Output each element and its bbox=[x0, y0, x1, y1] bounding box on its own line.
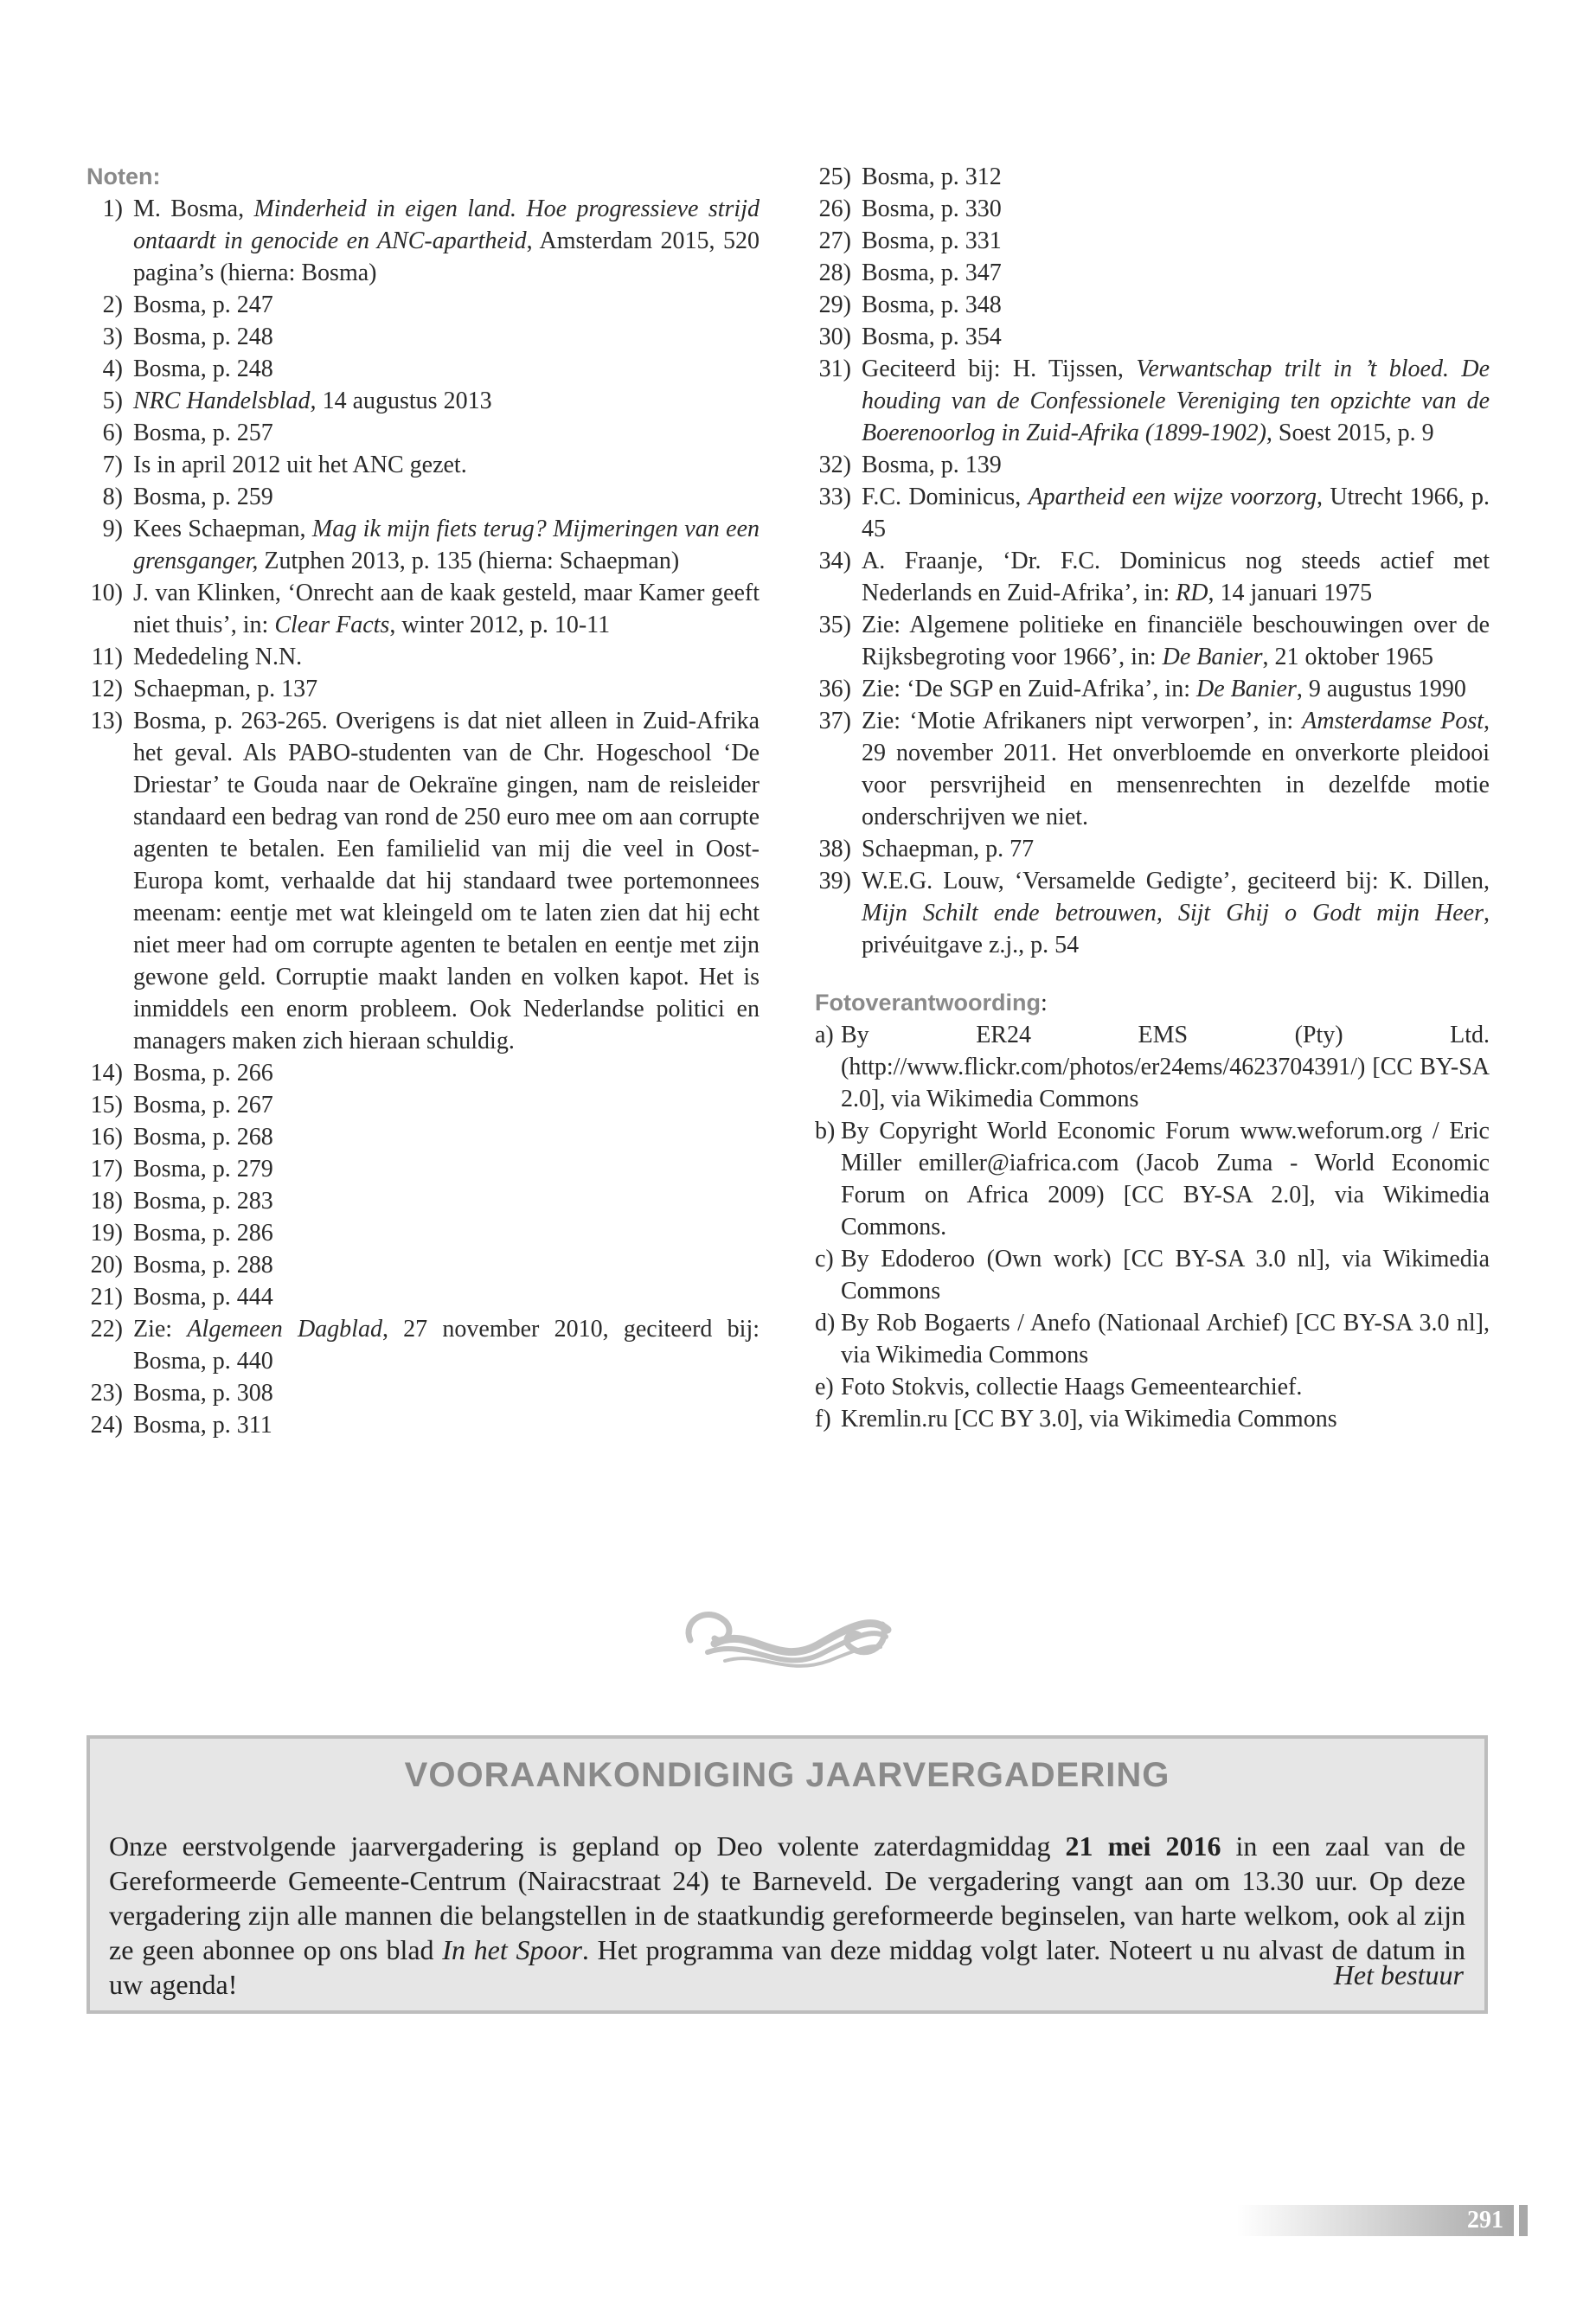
italic-text: Verwantschap trilt in ’t bloed. De houding van de Confessionele Vereniging ten opzichte van de Boerenoorlog in Zuid-Afrika (1899-1902), bbox=[862, 356, 1490, 446]
text-run: , 29 november 2011. Het onverbloemde en onverkorte pleidooi voor persvrijheid en mensenrechten in dezelfde motie onderschrijven we niet. bbox=[862, 708, 1490, 830]
text-run: , Amsterdam 2015, 520 pagina’s (hierna: Bosma) bbox=[133, 228, 760, 286]
text-run: Bosma, p. 279 bbox=[133, 1156, 273, 1183]
photo-credit-text: By Edoderoo (Own work) [CC BY-SA 3.0 nl], via Wikimedia Commons bbox=[841, 1246, 1490, 1304]
photo-credit-text: Kremlin.ru [CC BY 3.0], via Wikimedia Commons bbox=[841, 1406, 1337, 1433]
text-run: Bosma, p. 286 bbox=[133, 1220, 273, 1247]
text-run: , 9 augustus 1990 bbox=[1296, 676, 1466, 702]
footnote-text bbox=[862, 609, 1490, 673]
footnote-item bbox=[87, 1249, 760, 1281]
footnote-number: 26) bbox=[818, 195, 851, 222]
footnote-item bbox=[87, 1217, 760, 1249]
footnote-number: 22) bbox=[90, 1316, 123, 1343]
text-run: Bosma, p. 283 bbox=[133, 1188, 273, 1215]
footnote-text bbox=[133, 673, 760, 705]
footnote-text bbox=[862, 161, 1490, 193]
photo-credits-heading: Fotoverantwoording: bbox=[815, 990, 1048, 1016]
footnote-number: 10) bbox=[90, 580, 123, 606]
text-run: Bosma, p. 257 bbox=[133, 420, 273, 446]
footnote-item bbox=[87, 641, 760, 673]
photo-credit-text: By Copyright World Economic Forum www.weforum.org / Eric Miller emiller@iafrica.com (Jacob Zuma - World Economic Forum on Africa 2009) [CC BY-SA 2.0], via Wikimedia Commons. bbox=[841, 1118, 1490, 1240]
footnote-number: 18) bbox=[90, 1188, 123, 1215]
footnote-text bbox=[133, 1217, 760, 1249]
italic-text: Clear Facts bbox=[274, 612, 390, 638]
footnote-item bbox=[87, 1057, 760, 1089]
photo-credit-letter: e) bbox=[815, 1374, 834, 1400]
text-run: Bosma, p. 248 bbox=[133, 324, 273, 350]
footnote-number: 24) bbox=[90, 1412, 123, 1439]
text-run: Zie: Algemene politieke en financiële beschouwingen over de Rijksbegroting voor 1966’, in: bbox=[862, 612, 1490, 670]
footnote-item bbox=[87, 1089, 760, 1121]
footnote-number: 36) bbox=[818, 676, 851, 702]
italic-text: Mag ik mijn fiets terug? Mijmeringen van een grensganger, bbox=[133, 516, 760, 574]
photo-credit-text: By Rob Bogaerts / Anefo (Nationaal Archief) [CC BY-SA 3.0 nl], via Wikimedia Commons bbox=[841, 1310, 1490, 1368]
text-run: Kees Schaepman, bbox=[133, 516, 312, 542]
footnote-text bbox=[133, 1249, 760, 1281]
footnote-text bbox=[862, 225, 1490, 257]
footnote-number: 39) bbox=[818, 868, 851, 894]
notes-column-right bbox=[815, 161, 1490, 1435]
footnote-item bbox=[87, 1185, 760, 1217]
photo-credit-item bbox=[815, 1403, 1490, 1435]
bold-text: 21 mei 2016 bbox=[1065, 1830, 1221, 1862]
footnote-number: 1) bbox=[102, 195, 123, 222]
text-run: Bosma, p. 347 bbox=[862, 260, 1002, 286]
footnote-number: 21) bbox=[90, 1284, 123, 1311]
footnote-item bbox=[87, 1153, 760, 1185]
footnote-text bbox=[862, 481, 1490, 545]
footnote-number: 3) bbox=[102, 324, 123, 350]
footnote-item bbox=[815, 545, 1490, 609]
footnote-text bbox=[133, 1185, 760, 1217]
footnote-item bbox=[87, 1281, 760, 1313]
page-number: 291 bbox=[1467, 2207, 1503, 2234]
footnote-item bbox=[815, 353, 1490, 449]
footnote-text bbox=[862, 193, 1490, 225]
text-run: Schaepman, p. 137 bbox=[133, 676, 318, 702]
footnote-text bbox=[862, 833, 1490, 865]
text-run: Bosma, p. 312 bbox=[862, 163, 1002, 190]
text-run: Bosma, p. 331 bbox=[862, 228, 1002, 254]
footnote-item bbox=[815, 449, 1490, 481]
photo-credit-letter: c) bbox=[815, 1246, 834, 1272]
text-run: Bosma, p. 268 bbox=[133, 1124, 273, 1150]
text-run: J. van Klinken, ‘Onrecht aan de kaak gesteld, maar Kamer geeft niet thuis’, in: bbox=[133, 580, 760, 638]
footnote-number: 38) bbox=[818, 836, 851, 862]
text-run: Bosma, p. 139 bbox=[862, 452, 1002, 478]
footnote-item bbox=[87, 1377, 760, 1409]
text-run: Bosma, p. 354 bbox=[862, 324, 1002, 350]
text-run: Mededeling N.N. bbox=[133, 644, 303, 670]
photo-credit-letter: d) bbox=[815, 1310, 836, 1336]
footnote-item bbox=[815, 481, 1490, 545]
footnote-text bbox=[133, 513, 760, 577]
text-run: , 21 oktober 1965 bbox=[1262, 644, 1434, 670]
italic-text: Algemeen Dagblad bbox=[187, 1316, 382, 1343]
announcement-box bbox=[87, 1735, 1488, 2014]
footnote-item bbox=[815, 865, 1490, 961]
footnote-item bbox=[815, 257, 1490, 289]
italic-text: Amsterdamse Post bbox=[1302, 708, 1484, 734]
footnote-item bbox=[815, 321, 1490, 353]
footnote-text bbox=[133, 577, 760, 641]
footnote-number: 2) bbox=[102, 292, 123, 318]
text-run: 14 augustus 2013 bbox=[316, 388, 492, 414]
footnote-number: 19) bbox=[90, 1220, 123, 1247]
photo-credit-item bbox=[815, 1115, 1490, 1243]
footnote-number: 6) bbox=[102, 420, 123, 446]
footnote-text bbox=[862, 545, 1490, 609]
footnote-number: 28) bbox=[818, 260, 851, 286]
footnote-text bbox=[862, 257, 1490, 289]
footnote-item bbox=[87, 1121, 760, 1153]
footnote-number: 31) bbox=[818, 356, 851, 382]
footnote-item bbox=[815, 225, 1490, 257]
footnote-number: 8) bbox=[102, 484, 123, 510]
footnote-number: 12) bbox=[90, 676, 123, 702]
text-run: Is in april 2012 uit het ANC gezet. bbox=[133, 452, 467, 478]
text-run: Bosma, p. 259 bbox=[133, 484, 273, 510]
photo-credits-list bbox=[815, 1019, 1490, 1435]
italic-text: Apartheid een wijze voorzorg bbox=[1028, 484, 1317, 510]
footnote-text bbox=[133, 705, 760, 1057]
footnote-number: 23) bbox=[90, 1380, 123, 1407]
text-run: Bosma, p. 267 bbox=[133, 1092, 273, 1118]
footnote-text bbox=[133, 289, 760, 321]
footnote-number: 11) bbox=[91, 644, 123, 670]
text-run: , 14 januari 1975 bbox=[1208, 580, 1373, 606]
text-run: Bosma, p. 266 bbox=[133, 1060, 273, 1086]
footnote-text bbox=[133, 1121, 760, 1153]
footnote-text bbox=[133, 1409, 760, 1441]
footnote-number: 9) bbox=[102, 516, 123, 542]
notes-heading: Noten: bbox=[87, 163, 161, 189]
footnote-number: 27) bbox=[818, 228, 851, 254]
photo-credit-text: Foto Stokvis, collectie Haags Gemeentearchief. bbox=[841, 1374, 1303, 1400]
footnote-item bbox=[87, 481, 760, 513]
text-run: Bosma, p. 308 bbox=[133, 1380, 273, 1407]
footnote-text bbox=[862, 705, 1490, 833]
footnote-number: 16) bbox=[90, 1124, 123, 1150]
footnote-item bbox=[87, 321, 760, 353]
text-run: Bosma, p. 288 bbox=[133, 1252, 273, 1279]
footnote-text bbox=[133, 641, 760, 673]
photo-credit-letter: f) bbox=[815, 1406, 831, 1433]
footnote-number: 13) bbox=[90, 708, 123, 734]
notes-list-right bbox=[815, 161, 1490, 961]
text-run: Bosma, p. 444 bbox=[133, 1284, 273, 1311]
footnote-number: 30) bbox=[818, 324, 851, 350]
text-run: Bosma, p. 247 bbox=[133, 292, 273, 318]
text-run: Zie: bbox=[133, 1316, 188, 1343]
footnote-text bbox=[133, 321, 760, 353]
text-run: W.E.G. Louw, ‘Versamelde Gedigte’, geciteerd bij: K. Dillen, bbox=[862, 868, 1490, 894]
footnote-item bbox=[87, 449, 760, 481]
footnote-text bbox=[862, 449, 1490, 481]
text-run: Zie: ‘De SGP en Zuid-Afrika’, in: bbox=[862, 676, 1196, 702]
footnote-item bbox=[87, 1409, 760, 1441]
text-run: Bosma, p. 330 bbox=[862, 195, 1002, 222]
footnote-text bbox=[133, 1377, 760, 1409]
footnote-text bbox=[133, 1057, 760, 1089]
footnote-number: 20) bbox=[90, 1252, 123, 1279]
footnote-text bbox=[862, 673, 1490, 705]
text-run: Zutphen 2013, p. 135 (hierna: Schaepman) bbox=[258, 548, 680, 574]
footnote-text bbox=[862, 865, 1490, 961]
footnote-item bbox=[87, 577, 760, 641]
footnote-item bbox=[815, 161, 1490, 193]
ornament-flourish-icon bbox=[673, 1590, 900, 1676]
photo-credit-letter: b) bbox=[815, 1118, 836, 1144]
text-run: Geciteerd bij: H. Tijssen, bbox=[862, 356, 1137, 382]
text-run: Schaepman, p. 77 bbox=[862, 836, 1035, 862]
italic-text: De Banier bbox=[1162, 644, 1263, 670]
footnote-number: 7) bbox=[102, 452, 123, 478]
italic-text: Mijn Schilt ende betrouwen, Sijt Ghij o Godt mijn Heer bbox=[862, 900, 1484, 926]
footnote-item bbox=[87, 705, 760, 1057]
footnote-text bbox=[133, 417, 760, 449]
footnote-item bbox=[815, 705, 1490, 833]
footnote-number: 33) bbox=[818, 484, 851, 510]
footnote-text bbox=[133, 1281, 760, 1313]
italic-text: Minderheid in eigen land. Hoe progressieve strijd ontaardt in genocide en ANC-apartheid bbox=[133, 195, 760, 254]
footnote-text bbox=[133, 1153, 760, 1185]
notes-column-left bbox=[87, 161, 760, 1441]
italic-text: De Banier bbox=[1195, 676, 1297, 702]
footnote-item bbox=[815, 609, 1490, 673]
announcement-signature: Het bestuur bbox=[1333, 1959, 1464, 1990]
photo-credit-item bbox=[815, 1019, 1490, 1115]
footnote-text bbox=[862, 321, 1490, 353]
footnote-text bbox=[133, 481, 760, 513]
footnote-text bbox=[133, 385, 760, 417]
photo-credit-text: By ER24 EMS (Pty) Ltd. (http://www.flickr.com/photos/er24ems/4623704391/) [CC BY-SA 2.0], via Wikimedia Commons bbox=[841, 1022, 1490, 1112]
footnote-text bbox=[133, 193, 760, 289]
footnote-item bbox=[87, 289, 760, 321]
notes-list-left bbox=[87, 193, 760, 1441]
footnote-item bbox=[87, 1313, 760, 1377]
footnote-number: 34) bbox=[818, 548, 851, 574]
text-run: Bosma, p. 311 bbox=[133, 1412, 272, 1439]
photo-credit-item bbox=[815, 1371, 1490, 1403]
footnote-item bbox=[87, 353, 760, 385]
footnote-item bbox=[87, 385, 760, 417]
footnote-item bbox=[815, 193, 1490, 225]
footnote-number: 14) bbox=[90, 1060, 123, 1086]
italic-text: RD bbox=[1176, 580, 1208, 606]
text-run: F.C. Dominicus, bbox=[862, 484, 1029, 510]
footnote-text bbox=[133, 449, 760, 481]
footnote-number: 37) bbox=[818, 708, 851, 734]
text-run: M. Bosma, bbox=[133, 195, 254, 222]
photo-credit-letter: a) bbox=[815, 1022, 834, 1048]
footnote-number: 17) bbox=[90, 1156, 123, 1183]
text-run: Onze eerstvolgende jaarvergadering is gepland op Deo volente zaterdagmiddag bbox=[109, 1830, 1066, 1862]
italic-text: NRC Handelsblad, bbox=[133, 388, 317, 414]
italic-text: In het Spoor bbox=[442, 1934, 582, 1965]
footnote-text bbox=[862, 353, 1490, 449]
text-run: Zie: ‘Motie Afrikaners nipt verworpen’, in: bbox=[862, 708, 1303, 734]
photo-credit-item bbox=[815, 1307, 1490, 1371]
footnote-item bbox=[87, 513, 760, 577]
footnote-number: 32) bbox=[818, 452, 851, 478]
text-run: Soest 2015, p. 9 bbox=[1272, 420, 1434, 446]
text-run: , privéuitgave z.j., p. 54 bbox=[862, 900, 1490, 958]
footnote-number: 5) bbox=[102, 388, 123, 414]
text-run: in een zaal van de Gereformeerde Gemeente-Centrum (Nairacstraat 24) te Barneveld. De vergadering vangt aan om 13.30 uur. Op deze vergadering zijn alle mannen die belangstellen in de staatkundig gereformeerde beginselen, van harte welkom, ook al zijn ze geen abonnee op ons blad bbox=[109, 1830, 1466, 1965]
footnote-item bbox=[815, 289, 1490, 321]
footnote-item bbox=[87, 193, 760, 289]
announcement-body bbox=[109, 1829, 1465, 2002]
photo-credit-item bbox=[815, 1243, 1490, 1307]
footnote-number: 15) bbox=[90, 1092, 123, 1118]
text-run: . Het programma van deze middag volgt later. Noteert u nu alvast de datum in uw agenda! bbox=[109, 1934, 1466, 2000]
announcement-title: VOORAANKONDIGING JAARVERGADERING bbox=[404, 1756, 1170, 1794]
footnote-item bbox=[87, 417, 760, 449]
footnote-text bbox=[862, 289, 1490, 321]
footnote-number: 35) bbox=[818, 612, 851, 638]
footnote-text bbox=[133, 353, 760, 385]
footnote-item bbox=[815, 673, 1490, 705]
footnote-number: 4) bbox=[102, 356, 123, 382]
footnote-item bbox=[815, 833, 1490, 865]
page-number-bar-tab bbox=[1519, 2205, 1528, 2236]
text-run: Bosma, p. 248 bbox=[133, 356, 273, 382]
text-run: , Utrecht 1966, p. 45 bbox=[862, 484, 1490, 542]
footnote-number: 29) bbox=[818, 292, 851, 318]
text-run: Bosma, p. 263-265. Overigens is dat niet alleen in Zuid-Afrika het geval. Als PABO-studenten van de Chr. Hogeschool ‘De Driestar’ te Gouda naar de Oekraïne gingen, nam de reisleider standaard een bedrag van rond de 250 euro mee om aan corrupte agenten te betalen. Een familielid van mij die veel in Oost-Europa komt, verhaalde dat hij standaard twee portemonnees meenam: eentje met wat kleingeld om te laten zien dat hij echt niet meer had om corrupte agenten te betalen en eentje met zijn gewone geld. Corruptie maakt landen en volken kapot. Het is inmiddels een enorm probleem. Ook Nederlandse politici en managers maken zich hieraan schuldig. bbox=[133, 708, 760, 1054]
footnote-number: 25) bbox=[818, 163, 851, 190]
text-run: A. Fraanje, ‘Dr. F.C. Dominicus nog steeds actief met Nederlands en Zuid-Afrika’, in: bbox=[862, 548, 1490, 606]
text-run: Bosma, p. 348 bbox=[862, 292, 1002, 318]
footnote-text bbox=[133, 1089, 760, 1121]
footnote-text bbox=[133, 1313, 760, 1377]
text-run: , winter 2012, p. 10-11 bbox=[389, 612, 611, 638]
footnote-item bbox=[87, 673, 760, 705]
text-run: , 27 november 2010, geciteerd bij: Bosma, p. 440 bbox=[133, 1316, 760, 1375]
